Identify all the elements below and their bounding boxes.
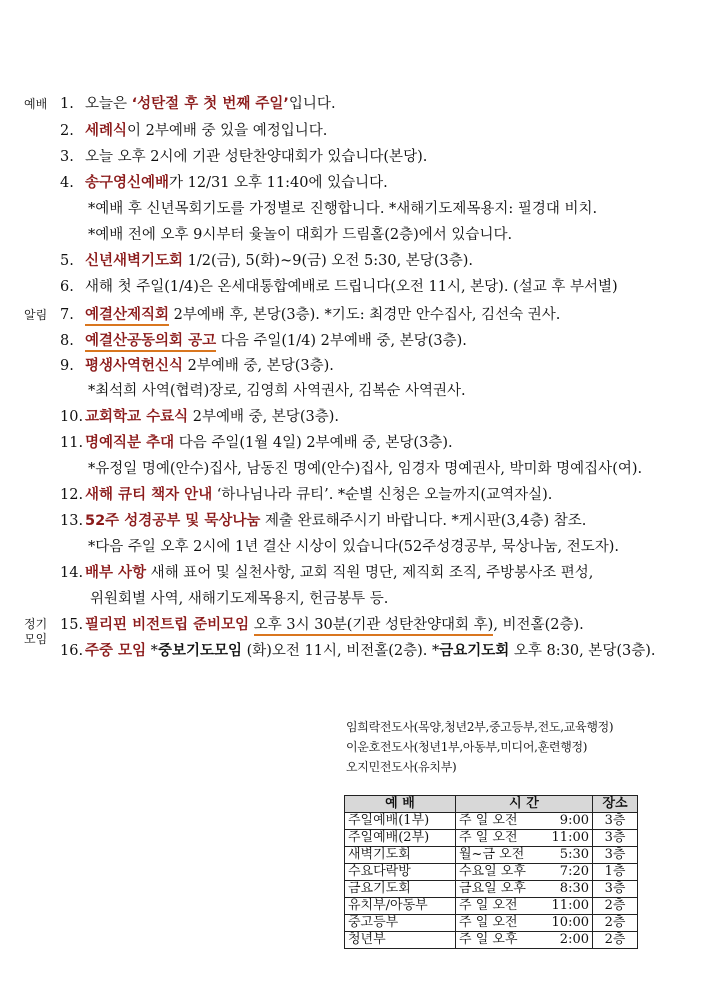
item-4-note-1: *예배 후 신년목회기도를 가정별로 진행합니다. *새해기도제목용지: 필경대 비치.: [88, 201, 598, 217]
item-title: 52주 성경공부 및 묵상나눔: [85, 513, 261, 529]
section-label-worship: 예배: [24, 97, 48, 111]
item-number: 11.: [60, 435, 84, 451]
service-name: 금요기도회: [345, 881, 456, 898]
item-title: 새해 큐티 책자 안내: [85, 487, 213, 503]
item-13-note-1: *다음 주일 오후 2시에 1년 결산 시상이 있습니다(52주성경공부, 묵상나눔, 전도자).: [88, 539, 619, 555]
service-name: 중고등부: [345, 915, 456, 932]
list-item-1: 1. 오늘은 ‘성탄절 후 첫 번째 주일’입니다.: [60, 96, 336, 112]
list-item-13: 13. 52주 성경공부 및 묵상나눔 제출 완료해주시기 바랍니다. *게시판(3,4층) 참조.: [60, 513, 587, 529]
table-row: [345, 864, 638, 881]
service-time: 금요일 오후 8:30: [456, 881, 593, 898]
item-title: 신년새벽기도회: [85, 253, 184, 269]
staff-line-2: 이운호전도사(청년1부,아동부,미디어,훈련행정): [346, 740, 588, 754]
section-label-notice: 알림: [24, 308, 48, 322]
list-item-15: 15. 필리핀 비전트립 준비모임 오후 3시 30분(기관 성탄찬양대회 후), 비전홀(2층).: [60, 615, 584, 635]
item-title: 필리핀 비전트립 준비모임: [85, 617, 250, 633]
service-place: 3층: [593, 847, 638, 864]
item-number: 7.: [60, 307, 74, 323]
item-number: 6.: [60, 279, 74, 295]
list-item-5: 5. 신년새벽기도회 1/2(금), 5(화)~9(금) 오전 5:30, 본당(3층).: [60, 253, 473, 269]
item-15-time: 오후 3시 30분(기관 성탄찬양대회 후): [254, 617, 494, 636]
item-title: ‘성탄절 후 첫 번째 주일’: [131, 96, 289, 112]
item-title: 예결산공동의회 공고: [85, 333, 216, 352]
list-item-6: 6. 새해 첫 주일(1/4)은 온세대통합예배로 드립니다(오전 11시, 본당). (설교 후 부서별): [60, 279, 618, 295]
table-row: [345, 830, 638, 847]
service-name: 주일예배(1부): [345, 813, 456, 830]
item-title: 송구영신예배: [85, 175, 170, 191]
service-place: 2층: [593, 932, 638, 949]
service-place: 3층: [593, 830, 638, 847]
item-number: 12.: [60, 487, 84, 503]
item-number: 2.: [60, 123, 74, 139]
header-service: 예 배: [345, 796, 456, 813]
item-16-sub1: 중보기도모임: [157, 643, 242, 659]
item-number: 5.: [60, 253, 74, 269]
service-name: 새벽기도회: [345, 847, 456, 864]
service-time: 주 일 오전 11:00: [456, 898, 593, 915]
service-name: 수요다락방: [345, 864, 456, 881]
service-place: 1층: [593, 864, 638, 881]
list-item-4: 4. 송구영신예배가 12/31 오후 11:40에 있습니다.: [60, 175, 388, 191]
service-time: 주 일 오전 9:00: [456, 813, 593, 830]
table-row: [345, 881, 638, 898]
item-number: 13.: [60, 513, 84, 529]
service-place: 3층: [593, 881, 638, 898]
list-item-12: 12. 새해 큐티 책자 안내 ‘하나님나라 큐티’. *순별 신청은 오늘까지(교역자실).: [60, 487, 553, 503]
service-place: 2층: [593, 915, 638, 932]
list-item-7: 7. 예결산제직회 2부예배 후, 본당(3층). *기도: 최경만 안수집사, 김선숙 권사.: [60, 305, 560, 325]
item-number: 10.: [60, 409, 84, 425]
item-title: 교회학교 수료식: [85, 409, 189, 425]
table-row: [345, 915, 638, 932]
service-place: 3층: [593, 813, 638, 830]
section-label-regular-meeting: 정기 모임: [24, 617, 48, 646]
list-item-8: 8. 예결산공동의회 공고 다음 주일(1/4) 2부예배 중, 본당(3층).: [60, 331, 467, 351]
item-title: 평생사역헌신식: [85, 358, 184, 374]
list-item-3: 3. 오늘 오후 2시에 기관 성탄찬양대회가 있습니다(본당).: [60, 149, 428, 165]
item-number: 9.: [60, 358, 74, 374]
item-4-note-2: *예배 전에 오후 9시부터 윷놀이 대회가 드림홀(2층)에서 있습니다.: [88, 227, 513, 243]
item-number: 4.: [60, 175, 74, 191]
service-name: 청년부: [345, 932, 456, 949]
service-name: 주일예배(2부): [345, 830, 456, 847]
service-place: 2층: [593, 898, 638, 915]
list-item-9: 9. 평생사역헌신식 2부예배 중, 본당(3층).: [60, 358, 334, 374]
item-title: 예결산제직회: [85, 307, 169, 326]
list-item-10: 10. 교회학교 수료식 2부예배 중, 본당(3층).: [60, 409, 339, 425]
staff-line-1: 임희락전도사(목양,청년2부,중고등부,전도,교육행정): [346, 720, 614, 734]
staff-line-3: 오지민전도사(유치부): [346, 760, 457, 774]
service-time: 주 일 오전 10:00: [456, 915, 593, 932]
item-number: 15.: [60, 617, 84, 633]
item-number: 1.: [60, 96, 74, 112]
service-time: 주 일 오후 2:00: [456, 932, 593, 949]
worship-schedule-table: [344, 795, 638, 949]
table-row: [345, 898, 638, 915]
table-row: [345, 847, 638, 864]
list-item-2: 2. 세례식이 2부예배 중 있을 예정입니다.: [60, 123, 328, 139]
service-name: 유치부/아동부: [345, 898, 456, 915]
table-header-row: [345, 796, 638, 813]
table-row: [345, 813, 638, 830]
item-number: 16.: [60, 643, 84, 659]
item-number: 8.: [60, 333, 74, 349]
header-place: 장소: [593, 796, 638, 813]
list-item-11: 11. 명예직분 추대 다음 주일(1월 4일) 2부예배 중, 본당(3층).: [60, 435, 453, 451]
item-11-note-1: *유정일 명예(안수)집사, 남동진 명예(안수)집사, 임경자 명예권사, 박미화 명예집사(여).: [88, 461, 643, 477]
item-title: 배부 사항: [85, 565, 147, 581]
list-item-16: 16. 주중 모임 *중보기도모임 (화)오전 11시, 비전홀(2층). *금요기도회 오후 8:30, 본당(3층).: [60, 643, 656, 659]
item-16-sub2: 금요기도회: [439, 643, 510, 659]
item-9-note-1: *최석희 사역(협력)장로, 김영희 사역권사, 김복순 사역권사.: [88, 383, 466, 399]
service-time: 월~금 오전 5:30: [456, 847, 593, 864]
item-title: 명예직분 추대: [85, 435, 175, 451]
item-title: 세례식: [85, 123, 128, 139]
service-time: 주 일 오전 11:00: [456, 830, 593, 847]
item-number: 3.: [60, 149, 74, 165]
item-title: 주중 모임: [85, 643, 147, 659]
service-time: 수요일 오후 7:20: [456, 864, 593, 881]
header-time: 시 간: [456, 796, 593, 813]
table-row: [345, 932, 638, 949]
item-14-continuation: 위원회별 사역, 새해기도제목용지, 헌금봉투 등.: [90, 591, 389, 607]
list-item-14: 14. 배부 사항 새해 표어 및 실천사항, 교회 직원 명단, 제직회 조직, 주방봉사조 편성,: [60, 565, 594, 581]
item-number: 14.: [60, 565, 84, 581]
